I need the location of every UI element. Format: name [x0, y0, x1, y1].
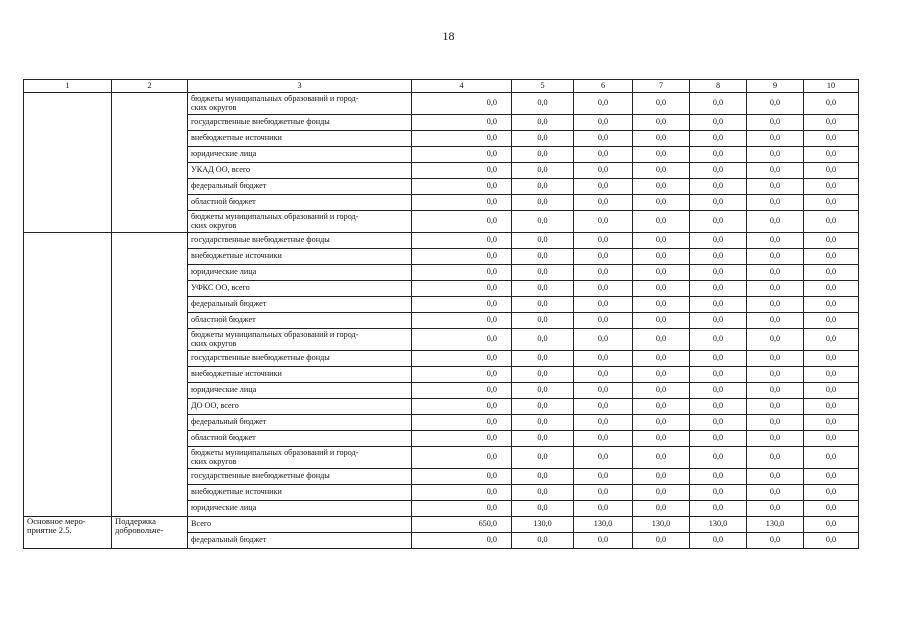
funding-source-label: федеральный бюджет	[188, 179, 412, 195]
funding-source-label: бюджеты муниципальных образований и город- ских округов	[188, 329, 412, 351]
funding-source-label: УФКС ОО, всего	[188, 281, 412, 297]
column-number-8: 8	[690, 80, 747, 93]
value-cell: 650,0	[412, 517, 512, 533]
value-cell: 0,0	[690, 431, 747, 447]
value-cell: 0,0	[574, 533, 633, 549]
value-cell: 0,0	[574, 399, 633, 415]
funding-source-label: юридические лица	[188, 147, 412, 163]
funding-source-label: государственные внебюджетные фонды	[188, 469, 412, 485]
value-cell: 0,0	[747, 383, 804, 399]
value-cell: 0,0	[633, 265, 690, 281]
column-number-row	[24, 80, 859, 93]
funding-source-label: бюджеты муниципальных образований и город- ских округов	[188, 211, 412, 233]
value-cell: 0,0	[804, 115, 859, 131]
funding-source-label: федеральный бюджет	[188, 297, 412, 313]
column-number-7: 7	[633, 80, 690, 93]
value-cell: 0,0	[747, 163, 804, 179]
value-cell: 0,0	[412, 211, 512, 233]
value-cell: 0,0	[633, 533, 690, 549]
value-cell: 0,0	[574, 115, 633, 131]
value-cell: 0,0	[690, 249, 747, 265]
value-cell: 0,0	[804, 329, 859, 351]
value-cell: 0,0	[633, 195, 690, 211]
value-cell: 0,0	[512, 447, 574, 469]
value-cell: 0,0	[747, 399, 804, 415]
value-cell: 0,0	[633, 281, 690, 297]
value-cell: 0,0	[747, 431, 804, 447]
value-cell: 0,0	[633, 93, 690, 115]
value-cell: 0,0	[574, 249, 633, 265]
value-cell: 0,0	[690, 265, 747, 281]
value-cell: 0,0	[804, 163, 859, 179]
value-cell: 0,0	[747, 249, 804, 265]
value-cell: 0,0	[412, 163, 512, 179]
value-cell: 0,0	[412, 115, 512, 131]
value-cell: 0,0	[690, 93, 747, 115]
value-cell: 0,0	[690, 179, 747, 195]
value-cell: 0,0	[633, 415, 690, 431]
value-cell: 0,0	[512, 399, 574, 415]
value-cell: 0,0	[412, 533, 512, 549]
value-cell: 0,0	[804, 179, 859, 195]
value-cell: 0,0	[747, 233, 804, 249]
funding-source-label: областной бюджет	[188, 195, 412, 211]
value-cell: 0,0	[747, 447, 804, 469]
value-cell: 0,0	[690, 501, 747, 517]
value-cell: 0,0	[690, 131, 747, 147]
value-cell: 0,0	[804, 469, 859, 485]
value-cell: 0,0	[574, 329, 633, 351]
value-cell: 0,0	[512, 233, 574, 249]
funding-source-label: юридические лица	[188, 265, 412, 281]
activity-name-cell	[24, 233, 112, 517]
value-cell: 0,0	[804, 281, 859, 297]
value-cell: 0,0	[412, 431, 512, 447]
value-cell: 0,0	[747, 115, 804, 131]
value-cell: 0,0	[747, 329, 804, 351]
funding-source-label: внебюджетные источники	[188, 485, 412, 501]
activity-description-cell	[112, 233, 188, 517]
value-cell: 0,0	[574, 265, 633, 281]
funding-source-label: государственные внебюджетные фонды	[188, 115, 412, 131]
value-cell: 0,0	[412, 351, 512, 367]
value-cell: 0,0	[747, 367, 804, 383]
value-cell: 0,0	[804, 147, 859, 163]
column-number-1: 1	[24, 80, 112, 93]
funding-source-label: областной бюджет	[188, 313, 412, 329]
value-cell: 0,0	[412, 415, 512, 431]
value-cell: 0,0	[690, 163, 747, 179]
funding-source-label: юридические лица	[188, 383, 412, 399]
value-cell: 0,0	[804, 195, 859, 211]
value-cell: 0,0	[747, 179, 804, 195]
value-cell: 0,0	[574, 367, 633, 383]
value-cell: 0,0	[412, 281, 512, 297]
column-number-5: 5	[512, 80, 574, 93]
value-cell: 0,0	[512, 131, 574, 147]
value-cell: 0,0	[633, 233, 690, 249]
column-number-9: 9	[747, 80, 804, 93]
table-row	[24, 93, 859, 115]
value-cell: 0,0	[412, 399, 512, 415]
value-cell: 0,0	[690, 233, 747, 249]
funding-source-label: УКАД ОО, всего	[188, 163, 412, 179]
value-cell: 0,0	[512, 367, 574, 383]
value-cell: 0,0	[690, 383, 747, 399]
value-cell: 0,0	[633, 351, 690, 367]
value-cell: 0,0	[412, 195, 512, 211]
value-cell: 0,0	[633, 131, 690, 147]
value-cell: 0,0	[804, 367, 859, 383]
funding-source-label: внебюджетные источники	[188, 131, 412, 147]
value-cell: 0,0	[747, 265, 804, 281]
value-cell: 0,0	[747, 313, 804, 329]
column-number-6: 6	[574, 80, 633, 93]
value-cell: 0,0	[747, 281, 804, 297]
value-cell: 0,0	[633, 163, 690, 179]
value-cell: 0,0	[412, 147, 512, 163]
value-cell: 0,0	[633, 211, 690, 233]
value-cell: 0,0	[412, 265, 512, 281]
value-cell: 130,0	[512, 517, 574, 533]
funding-source-label: Всего	[188, 517, 412, 533]
value-cell: 0,0	[512, 281, 574, 297]
value-cell: 0,0	[690, 399, 747, 415]
value-cell: 0,0	[747, 131, 804, 147]
funding-source-label: бюджеты муниципальных образований и город- ских округов	[188, 93, 412, 115]
value-cell: 0,0	[412, 367, 512, 383]
value-cell: 0,0	[747, 469, 804, 485]
value-cell: 0,0	[574, 383, 633, 399]
value-cell: 0,0	[574, 469, 633, 485]
value-cell: 0,0	[574, 351, 633, 367]
table-body	[24, 93, 859, 549]
value-cell: 0,0	[690, 297, 747, 313]
funding-source-label: федеральный бюджет	[188, 533, 412, 549]
value-cell: 0,0	[574, 131, 633, 147]
value-cell: 0,0	[804, 415, 859, 431]
value-cell: 0,0	[633, 297, 690, 313]
value-cell: 0,0	[412, 93, 512, 115]
value-cell: 0,0	[512, 415, 574, 431]
value-cell: 0,0	[512, 265, 574, 281]
value-cell: 0,0	[804, 399, 859, 415]
value-cell: 0,0	[804, 313, 859, 329]
value-cell: 0,0	[412, 131, 512, 147]
value-cell: 0,0	[747, 297, 804, 313]
value-cell: 0,0	[804, 233, 859, 249]
value-cell: 0,0	[690, 281, 747, 297]
value-cell: 130,0	[633, 517, 690, 533]
value-cell: 0,0	[633, 147, 690, 163]
value-cell: 0,0	[512, 93, 574, 115]
value-cell: 0,0	[747, 211, 804, 233]
value-cell: 0,0	[512, 195, 574, 211]
value-cell: 0,0	[690, 533, 747, 549]
value-cell: 0,0	[633, 367, 690, 383]
value-cell: 0,0	[690, 485, 747, 501]
value-cell: 0,0	[747, 415, 804, 431]
value-cell: 0,0	[804, 431, 859, 447]
value-cell: 0,0	[574, 313, 633, 329]
value-cell: 0,0	[804, 485, 859, 501]
funding-source-label: государственные внебюджетные фонды	[188, 351, 412, 367]
value-cell: 0,0	[512, 383, 574, 399]
value-cell: 0,0	[412, 329, 512, 351]
column-number-3: 3	[188, 80, 412, 93]
value-cell: 0,0	[512, 533, 574, 549]
funding-source-label: областной бюджет	[188, 431, 412, 447]
value-cell: 0,0	[512, 485, 574, 501]
value-cell: 0,0	[574, 415, 633, 431]
value-cell: 0,0	[690, 115, 747, 131]
value-cell: 0,0	[633, 469, 690, 485]
value-cell: 0,0	[690, 351, 747, 367]
table-row	[24, 233, 859, 249]
value-cell: 0,0	[804, 211, 859, 233]
value-cell: 0,0	[412, 179, 512, 195]
value-cell: 0,0	[574, 431, 633, 447]
funding-source-label: государственные внебюджетные фонды	[188, 233, 412, 249]
column-number-10: 10	[804, 80, 859, 93]
value-cell: 0,0	[747, 501, 804, 517]
value-cell: 0,0	[690, 367, 747, 383]
value-cell: 0,0	[574, 233, 633, 249]
value-cell: 0,0	[512, 179, 574, 195]
value-cell: 0,0	[633, 313, 690, 329]
value-cell: 0,0	[574, 501, 633, 517]
value-cell: 0,0	[747, 195, 804, 211]
value-cell: 0,0	[804, 533, 859, 549]
value-cell: 0,0	[804, 265, 859, 281]
value-cell: 0,0	[633, 485, 690, 501]
value-cell: 0,0	[512, 469, 574, 485]
value-cell: 0,0	[633, 115, 690, 131]
value-cell: 0,0	[690, 469, 747, 485]
value-cell: 0,0	[574, 163, 633, 179]
value-cell: 0,0	[633, 383, 690, 399]
value-cell: 0,0	[804, 351, 859, 367]
value-cell: 130,0	[747, 517, 804, 533]
value-cell: 0,0	[412, 447, 512, 469]
value-cell: 0,0	[804, 517, 859, 533]
funding-source-label: бюджеты муниципальных образований и город- ских округов	[188, 447, 412, 469]
budget-table	[23, 79, 859, 549]
value-cell: 0,0	[512, 163, 574, 179]
value-cell: 0,0	[747, 485, 804, 501]
value-cell: 0,0	[412, 501, 512, 517]
value-cell: 0,0	[804, 249, 859, 265]
value-cell: 0,0	[804, 131, 859, 147]
value-cell: 0,0	[412, 383, 512, 399]
value-cell: 130,0	[690, 517, 747, 533]
value-cell: 0,0	[804, 297, 859, 313]
value-cell: 0,0	[690, 447, 747, 469]
funding-source-label: внебюджетные источники	[188, 249, 412, 265]
value-cell: 0,0	[747, 533, 804, 549]
value-cell: 0,0	[512, 147, 574, 163]
column-number-2: 2	[112, 80, 188, 93]
value-cell: 0,0	[512, 351, 574, 367]
activity-description-cell	[112, 93, 188, 233]
value-cell: 0,0	[512, 297, 574, 313]
value-cell: 0,0	[690, 211, 747, 233]
value-cell: 0,0	[512, 211, 574, 233]
value-cell: 0,0	[804, 383, 859, 399]
value-cell: 0,0	[633, 431, 690, 447]
value-cell: 0,0	[574, 447, 633, 469]
value-cell: 0,0	[804, 447, 859, 469]
value-cell: 0,0	[412, 249, 512, 265]
value-cell: 0,0	[574, 297, 633, 313]
table-row	[24, 517, 859, 533]
value-cell: 0,0	[633, 399, 690, 415]
value-cell: 0,0	[574, 485, 633, 501]
value-cell: 0,0	[690, 147, 747, 163]
activity-name-cell: Основное меро- приятие 2.5.	[24, 517, 112, 549]
value-cell: 0,0	[633, 179, 690, 195]
column-number-4: 4	[412, 80, 512, 93]
value-cell: 0,0	[690, 313, 747, 329]
activity-description-cell: Поддержка добровольче-	[112, 517, 188, 549]
value-cell: 0,0	[574, 179, 633, 195]
funding-source-label: внебюджетные источники	[188, 367, 412, 383]
value-cell: 0,0	[690, 415, 747, 431]
value-cell: 0,0	[574, 93, 633, 115]
value-cell: 0,0	[804, 93, 859, 115]
page-number: 18	[442, 29, 455, 43]
funding-source-label: юридические лица	[188, 501, 412, 517]
value-cell: 0,0	[747, 93, 804, 115]
value-cell: 0,0	[747, 147, 804, 163]
value-cell: 0,0	[512, 313, 574, 329]
value-cell: 0,0	[512, 501, 574, 517]
value-cell: 0,0	[412, 485, 512, 501]
funding-source-label: ДО ОО, всего	[188, 399, 412, 415]
value-cell: 0,0	[633, 447, 690, 469]
value-cell: 0,0	[633, 329, 690, 351]
value-cell: 0,0	[512, 249, 574, 265]
value-cell: 0,0	[574, 281, 633, 297]
value-cell: 0,0	[412, 313, 512, 329]
value-cell: 0,0	[633, 249, 690, 265]
value-cell: 0,0	[747, 351, 804, 367]
value-cell: 0,0	[574, 211, 633, 233]
value-cell: 0,0	[574, 195, 633, 211]
value-cell: 0,0	[512, 329, 574, 351]
value-cell: 0,0	[574, 147, 633, 163]
value-cell: 0,0	[412, 233, 512, 249]
value-cell: 0,0	[512, 431, 574, 447]
value-cell: 0,0	[804, 501, 859, 517]
value-cell: 0,0	[690, 195, 747, 211]
value-cell: 130,0	[574, 517, 633, 533]
activity-name-cell	[24, 93, 112, 233]
funding-source-label: федеральный бюджет	[188, 415, 412, 431]
value-cell: 0,0	[690, 329, 747, 351]
value-cell: 0,0	[412, 469, 512, 485]
value-cell: 0,0	[512, 115, 574, 131]
value-cell: 0,0	[633, 501, 690, 517]
value-cell: 0,0	[412, 297, 512, 313]
